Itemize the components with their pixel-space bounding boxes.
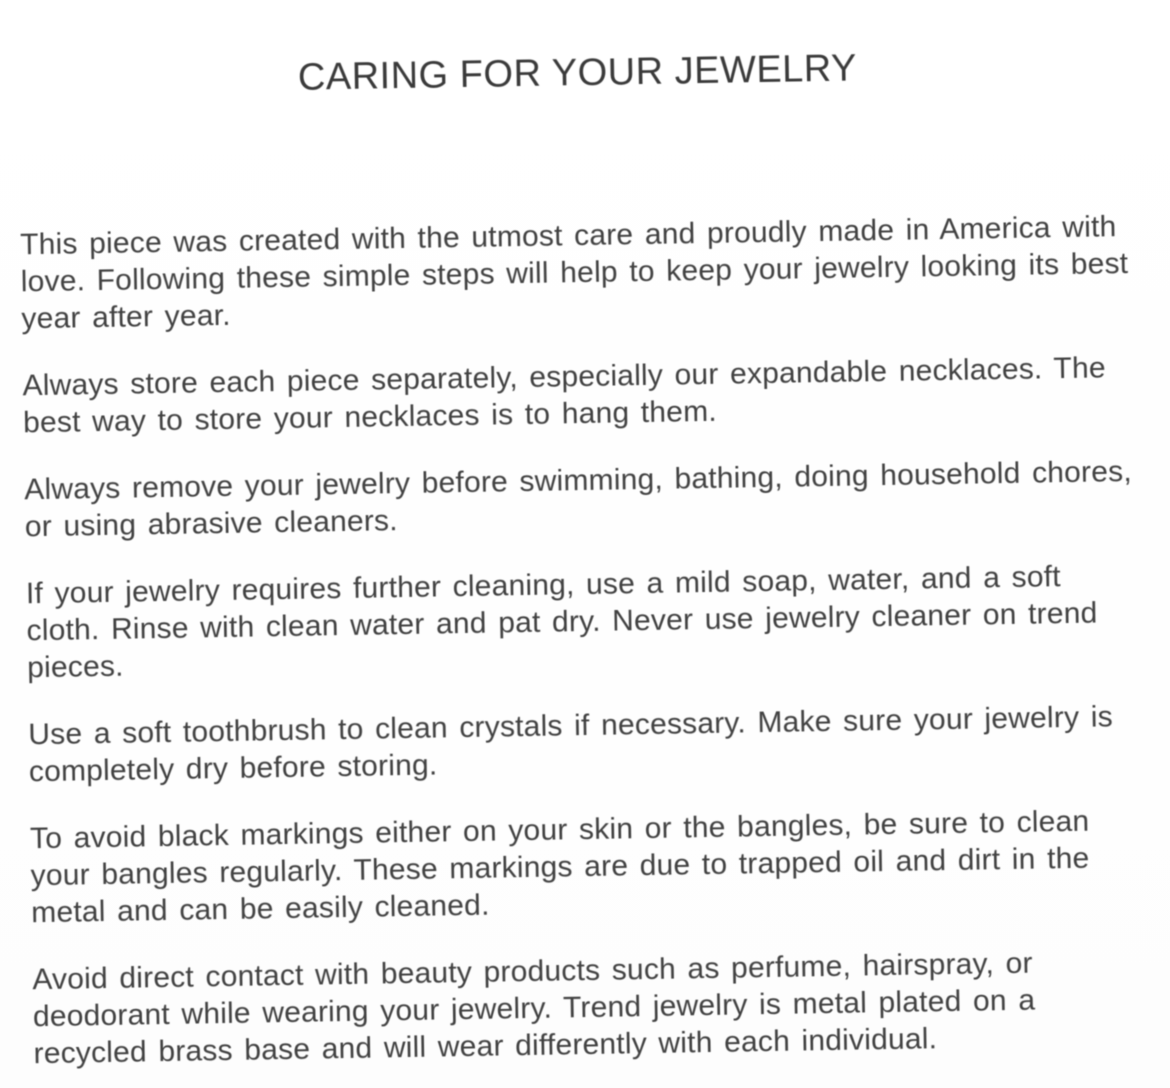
body-text (20, 208, 1152, 1072)
paragraph-storage: Always store each piece separately, especially our expandable necklaces. The best way to store your necklaces is to hang them. (22, 351, 1106, 440)
paragraph-removal: Always remove your jewelry before swimming, bathing, doing household chores, or using abrasive cleaners. (23, 454, 1133, 544)
page-title: CARING FOR YOUR JEWELRY (297, 47, 858, 99)
paragraph-crystals: Use a soft toothbrush to clean crystals if necessary. Make sure your jewelry is completely dry before storing. (28, 700, 1114, 789)
paragraph-cleaning: If your jewelry requires further cleaning, use a mild soap, water, and a soft cloth. Rinse with clean water and pat dry. Never use jewelry cleaner on trend pieces. (25, 560, 1098, 685)
paragraph-intro: This piece was created with the utmost care and proudly made in America with love. Following these simple steps will help to keep your jewelry looking its best year after year. (19, 210, 1129, 336)
paragraph-beauty-products: Avoid direct contact with beauty products such as perfume, hairspray, or deodorant while wearing your jewelry. Trend jewelry is metal plated on a recycled brass base and will wear differently with each individual. (32, 946, 1036, 1071)
paragraph-black-markings: To avoid black markings either on your skin or the bangles, be sure to clean your bangles regularly. These markings are due to trapped oil and dirt in the metal and can be easily cleaned. (29, 804, 1090, 930)
